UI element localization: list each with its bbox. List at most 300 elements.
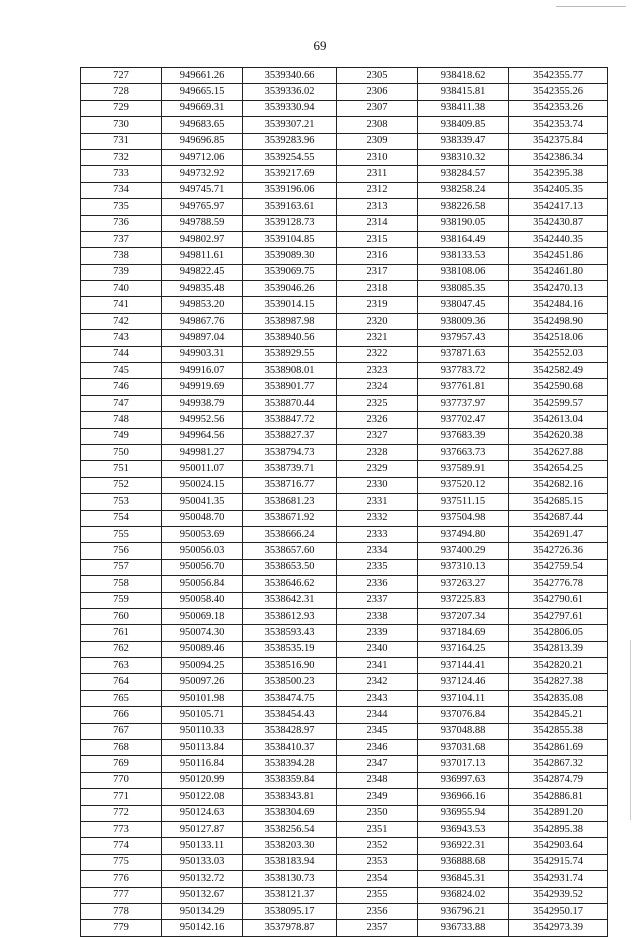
table-cell: 936997.63 [418,772,509,788]
table-row [81,625,608,641]
table-cell: 950024.15 [162,477,243,493]
table-cell: 3537978.87 [243,920,337,936]
table-row [81,149,608,165]
table-cell: 3542498.90 [509,313,608,329]
table-cell: 759 [81,592,162,608]
table-cell: 936888.68 [418,854,509,870]
table-row [81,592,608,608]
table-row [81,707,608,723]
table-row [81,821,608,837]
table-cell: 937702.47 [418,412,509,428]
table-cell: 764 [81,674,162,690]
table-cell: 937225.83 [418,592,509,608]
table-cell: 937494.80 [418,526,509,542]
table-cell: 950101.98 [162,690,243,706]
table-cell: 949981.27 [162,444,243,460]
table-cell: 3542395.38 [509,166,608,182]
table-cell: 938258.24 [418,182,509,198]
table-cell: 950113.84 [162,740,243,756]
table-cell: 3542685.15 [509,494,608,510]
table-cell: 3539340.66 [243,68,337,84]
table-cell: 2315 [337,231,418,247]
table-cell: 2308 [337,117,418,133]
table-row [81,510,608,526]
table-cell: 950056.84 [162,576,243,592]
table-cell: 937017.13 [418,756,509,772]
table-cell: 3542874.79 [509,772,608,788]
table-row [81,494,608,510]
table-cell: 2326 [337,412,418,428]
table-cell: 949903.31 [162,346,243,362]
table-cell: 950124.63 [162,805,243,821]
table-cell: 3542590.68 [509,379,608,395]
table-cell: 3542687.44 [509,510,608,526]
table-cell: 3539336.02 [243,84,337,100]
table-cell: 3538535.19 [243,641,337,657]
table-cell: 937871.63 [418,346,509,362]
table-cell: 3538095.17 [243,903,337,919]
table-cell: 775 [81,854,162,870]
table-cell: 950133.03 [162,854,243,870]
table-cell: 938226.58 [418,199,509,215]
table-cell: 755 [81,526,162,542]
table-cell: 3538304.69 [243,805,337,821]
table-cell: 2310 [337,149,418,165]
table-cell: 950074.30 [162,625,243,641]
table-cell: 936824.02 [418,887,509,903]
table-cell: 741 [81,297,162,313]
table-cell: 3542776.78 [509,576,608,592]
table-cell: 950133.11 [162,838,243,854]
table-row [81,379,608,395]
table-cell: 2309 [337,133,418,149]
table-cell: 3542845.21 [509,707,608,723]
table-row [81,395,608,411]
table-cell: 938108.06 [418,264,509,280]
table-cell: 937683.39 [418,428,509,444]
table-cell: 751 [81,461,162,477]
table-cell: 3538671.92 [243,510,337,526]
table-cell: 742 [81,313,162,329]
table-cell: 2348 [337,772,418,788]
table-cell: 2316 [337,248,418,264]
table-cell: 936733.88 [418,920,509,936]
table-cell: 2330 [337,477,418,493]
table-cell: 734 [81,182,162,198]
table-cell: 2312 [337,182,418,198]
table-cell: 740 [81,281,162,297]
table-row [81,789,608,805]
table-cell: 3538130.73 [243,871,337,887]
table-cell: 937124.46 [418,674,509,690]
table-cell: 749 [81,428,162,444]
table-cell: 937207.34 [418,608,509,624]
table-cell: 3539046.26 [243,281,337,297]
table-cell: 937520.12 [418,477,509,493]
table-cell: 3542417.13 [509,199,608,215]
table-cell: 937783.72 [418,363,509,379]
table-cell: 3542518.06 [509,330,608,346]
table-row [81,871,608,887]
table-cell: 748 [81,412,162,428]
table-cell: 3542353.74 [509,117,608,133]
table-cell: 3542654.25 [509,461,608,477]
table-cell: 2307 [337,100,418,116]
table-cell: 2336 [337,576,418,592]
table-cell: 950089.46 [162,641,243,657]
table-cell: 767 [81,723,162,739]
table-cell: 3538359.84 [243,772,337,788]
table-cell: 730 [81,117,162,133]
table-cell: 3538474.75 [243,690,337,706]
table-cell: 3538256.54 [243,821,337,837]
table-cell: 739 [81,264,162,280]
table-cell: 3542861.69 [509,740,608,756]
table-cell: 3538681.23 [243,494,337,510]
table-cell: 744 [81,346,162,362]
table-cell: 753 [81,494,162,510]
table-row [81,133,608,149]
table-cell: 766 [81,707,162,723]
table-cell: 936966.16 [418,789,509,805]
table-row [81,477,608,493]
table-cell: 3542903.64 [509,838,608,854]
table-cell: 2335 [337,559,418,575]
table-row [81,903,608,919]
table-cell: 3538203.30 [243,838,337,854]
table-cell: 736 [81,215,162,231]
table-cell: 938409.85 [418,117,509,133]
table-cell: 2338 [337,608,418,624]
table-cell: 3542613.04 [509,412,608,428]
table-cell: 779 [81,920,162,936]
table-cell: 936922.31 [418,838,509,854]
table-cell: 937957.43 [418,330,509,346]
table-cell: 3538642.31 [243,592,337,608]
table-cell: 2322 [337,346,418,362]
table-cell: 3542375.84 [509,133,608,149]
table-cell: 950120.99 [162,772,243,788]
table-cell: 949811.61 [162,248,243,264]
table-row [81,182,608,198]
table-row [81,559,608,575]
table-cell: 3542451.86 [509,248,608,264]
table-cell: 3542682.16 [509,477,608,493]
table-cell: 938047.45 [418,297,509,313]
table-cell: 2333 [337,526,418,542]
table-row [81,805,608,821]
table-cell: 2306 [337,84,418,100]
table-row [81,346,608,362]
table-cell: 3538653.50 [243,559,337,575]
table-cell: 3538870.44 [243,395,337,411]
table-row [81,674,608,690]
table-cell: 949661.26 [162,68,243,84]
table-cell: 2349 [337,789,418,805]
table-cell: 950056.03 [162,543,243,559]
table-cell: 752 [81,477,162,493]
table-cell: 3542790.61 [509,592,608,608]
table-cell: 3542820.21 [509,658,608,674]
table-cell: 3542386.34 [509,149,608,165]
table-cell: 938085.35 [418,281,509,297]
table-cell: 3539128.73 [243,215,337,231]
table-row [81,248,608,264]
table-cell: 3539089.30 [243,248,337,264]
table-cell: 3542440.35 [509,231,608,247]
table-cell: 937663.73 [418,444,509,460]
table-row [81,444,608,460]
table-cell: 2323 [337,363,418,379]
table-cell: 2317 [337,264,418,280]
table-cell: 2318 [337,281,418,297]
table-cell: 3542886.81 [509,789,608,805]
table-cell: 938411.38 [418,100,509,116]
table-row [81,363,608,379]
table-cell: 949835.48 [162,281,243,297]
table-cell: 3538827.37 [243,428,337,444]
table-cell: 760 [81,608,162,624]
table-row [81,887,608,903]
table-row [81,412,608,428]
table-cell: 938418.62 [418,68,509,84]
table-row [81,428,608,444]
table-cell: 937310.13 [418,559,509,575]
table-cell: 3542430.87 [509,215,608,231]
table-cell: 3542759.54 [509,559,608,575]
table-cell: 3542895.38 [509,821,608,837]
table-cell: 3539196.06 [243,182,337,198]
table-cell: 3542726.36 [509,543,608,559]
table-cell: 3538794.73 [243,444,337,460]
table-cell: 735 [81,199,162,215]
table-cell: 950097.26 [162,674,243,690]
table-cell: 937144.41 [418,658,509,674]
table-cell: 770 [81,772,162,788]
table-cell: 3538908.01 [243,363,337,379]
table-cell: 3542620.38 [509,428,608,444]
table-cell: 745 [81,363,162,379]
table-cell: 936955.94 [418,805,509,821]
table-cell: 949897.04 [162,330,243,346]
table-cell: 949964.56 [162,428,243,444]
table-cell: 937031.68 [418,740,509,756]
table-cell: 950011.07 [162,461,243,477]
table-cell: 769 [81,756,162,772]
table-cell: 757 [81,559,162,575]
table-cell: 2305 [337,68,418,84]
table-cell: 2341 [337,658,418,674]
table-cell: 3538847.72 [243,412,337,428]
table-cell: 3542813.39 [509,641,608,657]
table-cell: 2353 [337,854,418,870]
table-cell: 2319 [337,297,418,313]
table-cell: 2343 [337,690,418,706]
table-cell: 950142.16 [162,920,243,936]
table-cell: 937184.69 [418,625,509,641]
table-cell: 949765.97 [162,199,243,215]
table-cell: 3542552.03 [509,346,608,362]
table-cell: 937400.29 [418,543,509,559]
table-cell: 949919.69 [162,379,243,395]
table-cell: 3542355.26 [509,84,608,100]
table-cell: 2329 [337,461,418,477]
table-cell: 950094.25 [162,658,243,674]
table-cell: 2342 [337,674,418,690]
table-cell: 937511.15 [418,494,509,510]
table-cell: 2356 [337,903,418,919]
table-cell: 3542891.20 [509,805,608,821]
table-cell: 3542855.38 [509,723,608,739]
table-cell: 3538516.90 [243,658,337,674]
table-cell: 3542582.49 [509,363,608,379]
table-cell: 2340 [337,641,418,657]
table-cell: 3542405.35 [509,182,608,198]
table-cell: 2346 [337,740,418,756]
table-cell: 3538593.43 [243,625,337,641]
table-cell: 756 [81,543,162,559]
table-row [81,920,608,936]
table-cell: 949867.76 [162,313,243,329]
table-cell: 937048.88 [418,723,509,739]
table-cell: 949952.56 [162,412,243,428]
table-cell: 938310.32 [418,149,509,165]
table-cell: 3539254.55 [243,149,337,165]
table-cell: 2325 [337,395,418,411]
table-cell: 950132.67 [162,887,243,903]
table-cell: 950041.35 [162,494,243,510]
table-cell: 3539014.15 [243,297,337,313]
table-cell: 2350 [337,805,418,821]
table-cell: 2351 [337,821,418,837]
table-row [81,723,608,739]
table-cell: 949788.59 [162,215,243,231]
table-cell: 733 [81,166,162,182]
table-cell: 949938.79 [162,395,243,411]
table-row [81,231,608,247]
table-cell: 936796.21 [418,903,509,919]
table-cell: 938339.47 [418,133,509,149]
table-row [81,543,608,559]
table-row [81,756,608,772]
table-row [81,838,608,854]
table-cell: 2344 [337,707,418,723]
table-cell: 747 [81,395,162,411]
table-cell: 949822.45 [162,264,243,280]
table-cell: 3538394.28 [243,756,337,772]
table-row [81,215,608,231]
table-cell: 949732.92 [162,166,243,182]
table-cell: 2327 [337,428,418,444]
table-row [81,658,608,674]
table-cell: 731 [81,133,162,149]
page-number: 69 [313,38,327,53]
table-row [81,264,608,280]
table-cell: 937104.11 [418,690,509,706]
table-cell: 3542835.08 [509,690,608,706]
table-row [81,117,608,133]
table-cell: 937076.84 [418,707,509,723]
table-cell: 3538940.56 [243,330,337,346]
table-cell: 937263.27 [418,576,509,592]
table-cell: 950116.84 [162,756,243,772]
table-cell: 758 [81,576,162,592]
table-cell: 938133.53 [418,248,509,264]
table-cell: 738 [81,248,162,264]
table-cell: 950056.70 [162,559,243,575]
table-cell: 950127.87 [162,821,243,837]
table-cell: 937164.25 [418,641,509,657]
table-cell: 3539069.75 [243,264,337,280]
table-cell: 2347 [337,756,418,772]
table-cell: 3542867.32 [509,756,608,772]
table-cell: 3538716.77 [243,477,337,493]
table-cell: 937504.98 [418,510,509,526]
table-cell: 732 [81,149,162,165]
table-cell: 3539163.61 [243,199,337,215]
table-cell: 750 [81,444,162,460]
table-cell: 3538987.98 [243,313,337,329]
table-cell: 3542355.77 [509,68,608,84]
table-cell: 3542950.17 [509,903,608,919]
table-cell: 950122.08 [162,789,243,805]
table-cell: 2352 [337,838,418,854]
table-cell: 765 [81,690,162,706]
table-cell: 950132.72 [162,871,243,887]
table-cell: 3539330.94 [243,100,337,116]
table-cell: 3542484.16 [509,297,608,313]
table-cell: 2354 [337,871,418,887]
table-cell: 3538121.37 [243,887,337,903]
table-cell: 949853.20 [162,297,243,313]
table-cell: 2339 [337,625,418,641]
table-cell: 2320 [337,313,418,329]
table-cell: 949712.06 [162,149,243,165]
table-cell: 737 [81,231,162,247]
table-cell: 937589.91 [418,461,509,477]
table-cell: 3542939.52 [509,887,608,903]
scan-edge-mark [630,640,631,820]
table-row [81,100,608,116]
table-cell: 3542806.05 [509,625,608,641]
table-cell: 950058.40 [162,592,243,608]
table-cell: 761 [81,625,162,641]
table-row [81,854,608,870]
table-cell: 763 [81,658,162,674]
table-cell: 3538666.24 [243,526,337,542]
table-cell: 729 [81,100,162,116]
table-row [81,297,608,313]
table-cell: 3542931.74 [509,871,608,887]
table-cell: 3538739.71 [243,461,337,477]
table-cell: 936943.53 [418,821,509,837]
table-cell: 2311 [337,166,418,182]
table-cell: 3538901.77 [243,379,337,395]
coordinates-table [80,67,608,937]
table-cell: 3542599.57 [509,395,608,411]
table-row [81,690,608,706]
table-cell: 950069.18 [162,608,243,624]
table-cell: 950110.33 [162,723,243,739]
table-cell: 938164.49 [418,231,509,247]
table-cell: 949665.15 [162,84,243,100]
table-row [81,199,608,215]
table-cell: 776 [81,871,162,887]
table-row [81,772,608,788]
table-cell: 2321 [337,330,418,346]
table-row [81,576,608,592]
table-cell: 3542627.88 [509,444,608,460]
